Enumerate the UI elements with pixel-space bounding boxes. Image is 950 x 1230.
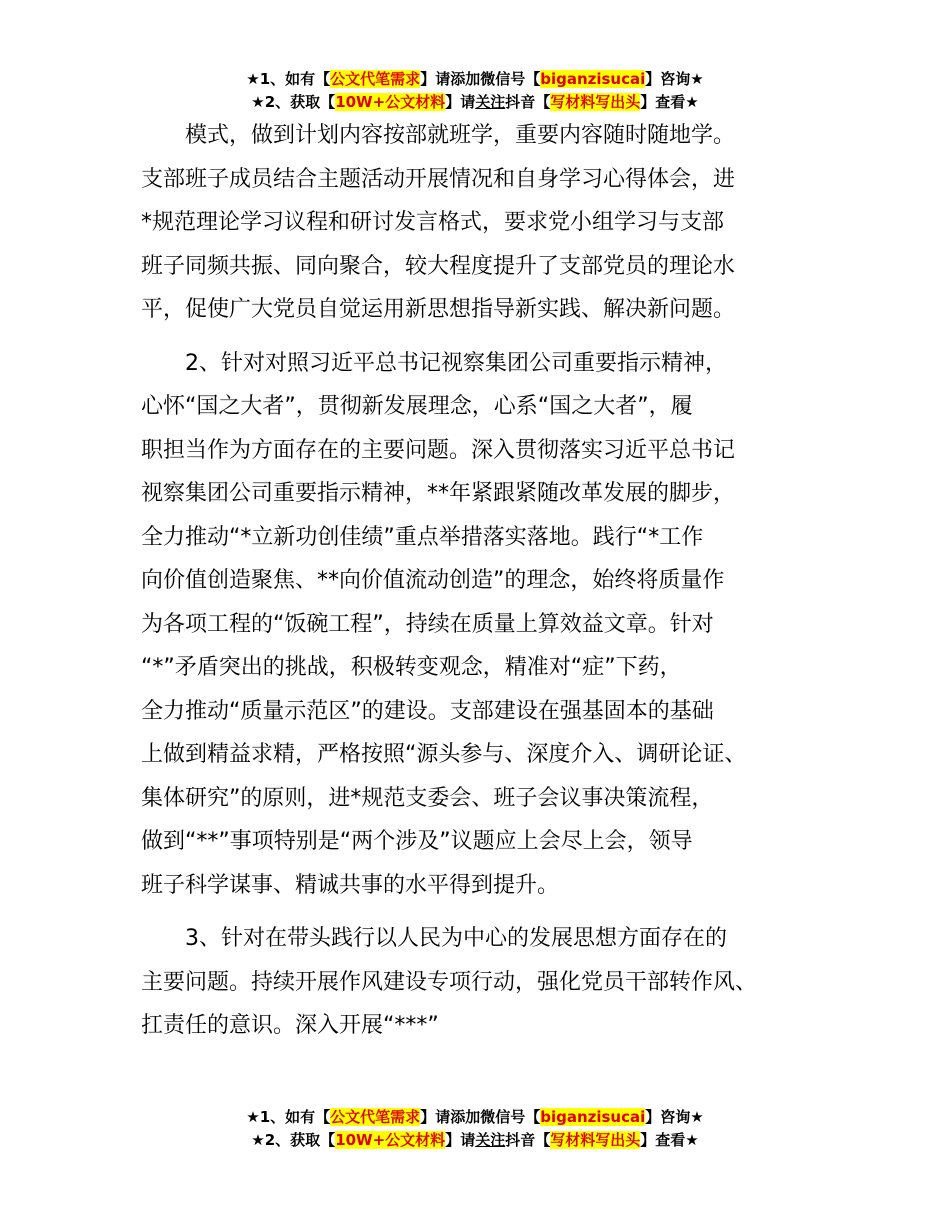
highlight-text: biganzisucai (540, 70, 646, 88)
paragraph-line: 2、针对对照习近平总书记视察集团公司重要指示精神， (141, 350, 727, 376)
banner-text: 】咨询★ (645, 70, 704, 88)
paragraph-line: 班子同频共振、同向聚合，较大程度提升了支部党员的理论水 (141, 253, 736, 279)
highlight-text: 公文代笔需求 (330, 1108, 421, 1126)
paragraph-line: 心怀“国之大者”，贯彻新发展理念，心系“国之大者”，履 (141, 394, 693, 419)
header-banner (0, 68, 950, 114)
highlight-text: 10W+公文材料 (335, 93, 446, 111)
paragraph-line: 向价值创造聚焦、**向价值流动创造”的理念，始终将质量作 (141, 568, 725, 593)
banner-line-1 (0, 1106, 950, 1129)
banner-text: 】查看★ (640, 1131, 699, 1149)
paragraph-line: 为各项工程的“饭碗工程”，持续在质量上算效益文章。针对 (141, 611, 714, 637)
paragraph-line: 班子科学谋事、精诚共事的水平得到提升。 (141, 872, 560, 898)
banner-text: ★2、获取【 (251, 1131, 336, 1149)
paragraph-line: “*”矛盾突出的挑战，积极转变观念，精准对“症”下药， (141, 655, 682, 680)
paragraph-line: 扛责任的意识。深入开展“***” (141, 1013, 439, 1038)
highlight-text: 写材料写出头 (550, 1131, 641, 1149)
banner-text: 】查看★ (640, 93, 699, 111)
banner-text: 抖音【 (505, 93, 551, 111)
paragraph (141, 342, 825, 908)
paragraph-line: *规范理论学习议程和研讨发言格式，要求党小组学习与支部 (141, 210, 725, 235)
banner-line-1 (0, 68, 950, 91)
banner-text: ★2、获取【 (251, 93, 336, 111)
paragraph (141, 917, 825, 1048)
highlight-text: 写材料写出头 (550, 93, 641, 111)
paragraph (141, 114, 825, 332)
banner-line-2 (0, 91, 950, 114)
highlight-text: 公文代笔需求 (330, 70, 421, 88)
paragraph-line: 做到“**”事项特别是“两个涉及”议题应上会尽上会，领导 (141, 829, 693, 854)
paragraph-line: 平，促使广大党员自觉运用新思想指导新实践、解决新问题。 (141, 297, 736, 322)
banner-text: 】请 (445, 93, 476, 111)
paragraph-line: 上做到精益求精，严格按照“源头参与、深度介入、调研论证、 (141, 742, 747, 767)
paragraph-line: 全力推动“*立新功创佳绩”重点举措落实落地。践行“*工作 (141, 524, 704, 550)
banner-text: 】请添加微信号【 (420, 70, 541, 88)
highlight-text: 10W+公文材料 (335, 1131, 446, 1149)
banner-line-2 (0, 1129, 950, 1152)
banner-text: ★1、如有【 (246, 1108, 331, 1126)
banner-text: 】咨询★ (645, 1108, 704, 1126)
banner-text: 】请添加微信号【 (420, 1108, 541, 1126)
banner-text: 】请 (445, 1131, 476, 1149)
paragraph-line: 视察集团公司重要指示精神，**年紧跟紧随改革发展的脚步， (141, 481, 736, 506)
paragraph-line: 职担当作为方面存在的主要问题。深入贯彻落实习近平总书记 (141, 437, 736, 463)
paragraph-line: 集体研究”的原则，进*规范支委会、班子会议事决策流程， (141, 785, 714, 811)
paragraph-line: 模式，做到计划内容按部就班学，重要内容随时随地学。 (141, 123, 736, 148)
underlined-text: 关注 (475, 93, 506, 111)
footer-banner (0, 1106, 950, 1152)
paragraph-line: 全力推动“质量示范区”的建设。支部建设在强基固本的基础 (141, 698, 714, 724)
paragraph-line: 支部班子成员结合主题活动开展情况和自身学习心得体会，进 (141, 166, 736, 192)
underlined-text: 关注 (475, 1131, 506, 1149)
highlight-text: biganzisucai (540, 1108, 646, 1126)
banner-text: ★1、如有【 (246, 70, 331, 88)
paragraph-line: 3、针对在带头践行以人民为中心的发展思想方面存在的 (141, 926, 727, 951)
paragraph-line: 主要问题。持续开展作风建设专项行动，强化党员干部转作风、 (141, 969, 758, 995)
document-body (141, 114, 825, 1058)
banner-text: 抖音【 (505, 1131, 551, 1149)
